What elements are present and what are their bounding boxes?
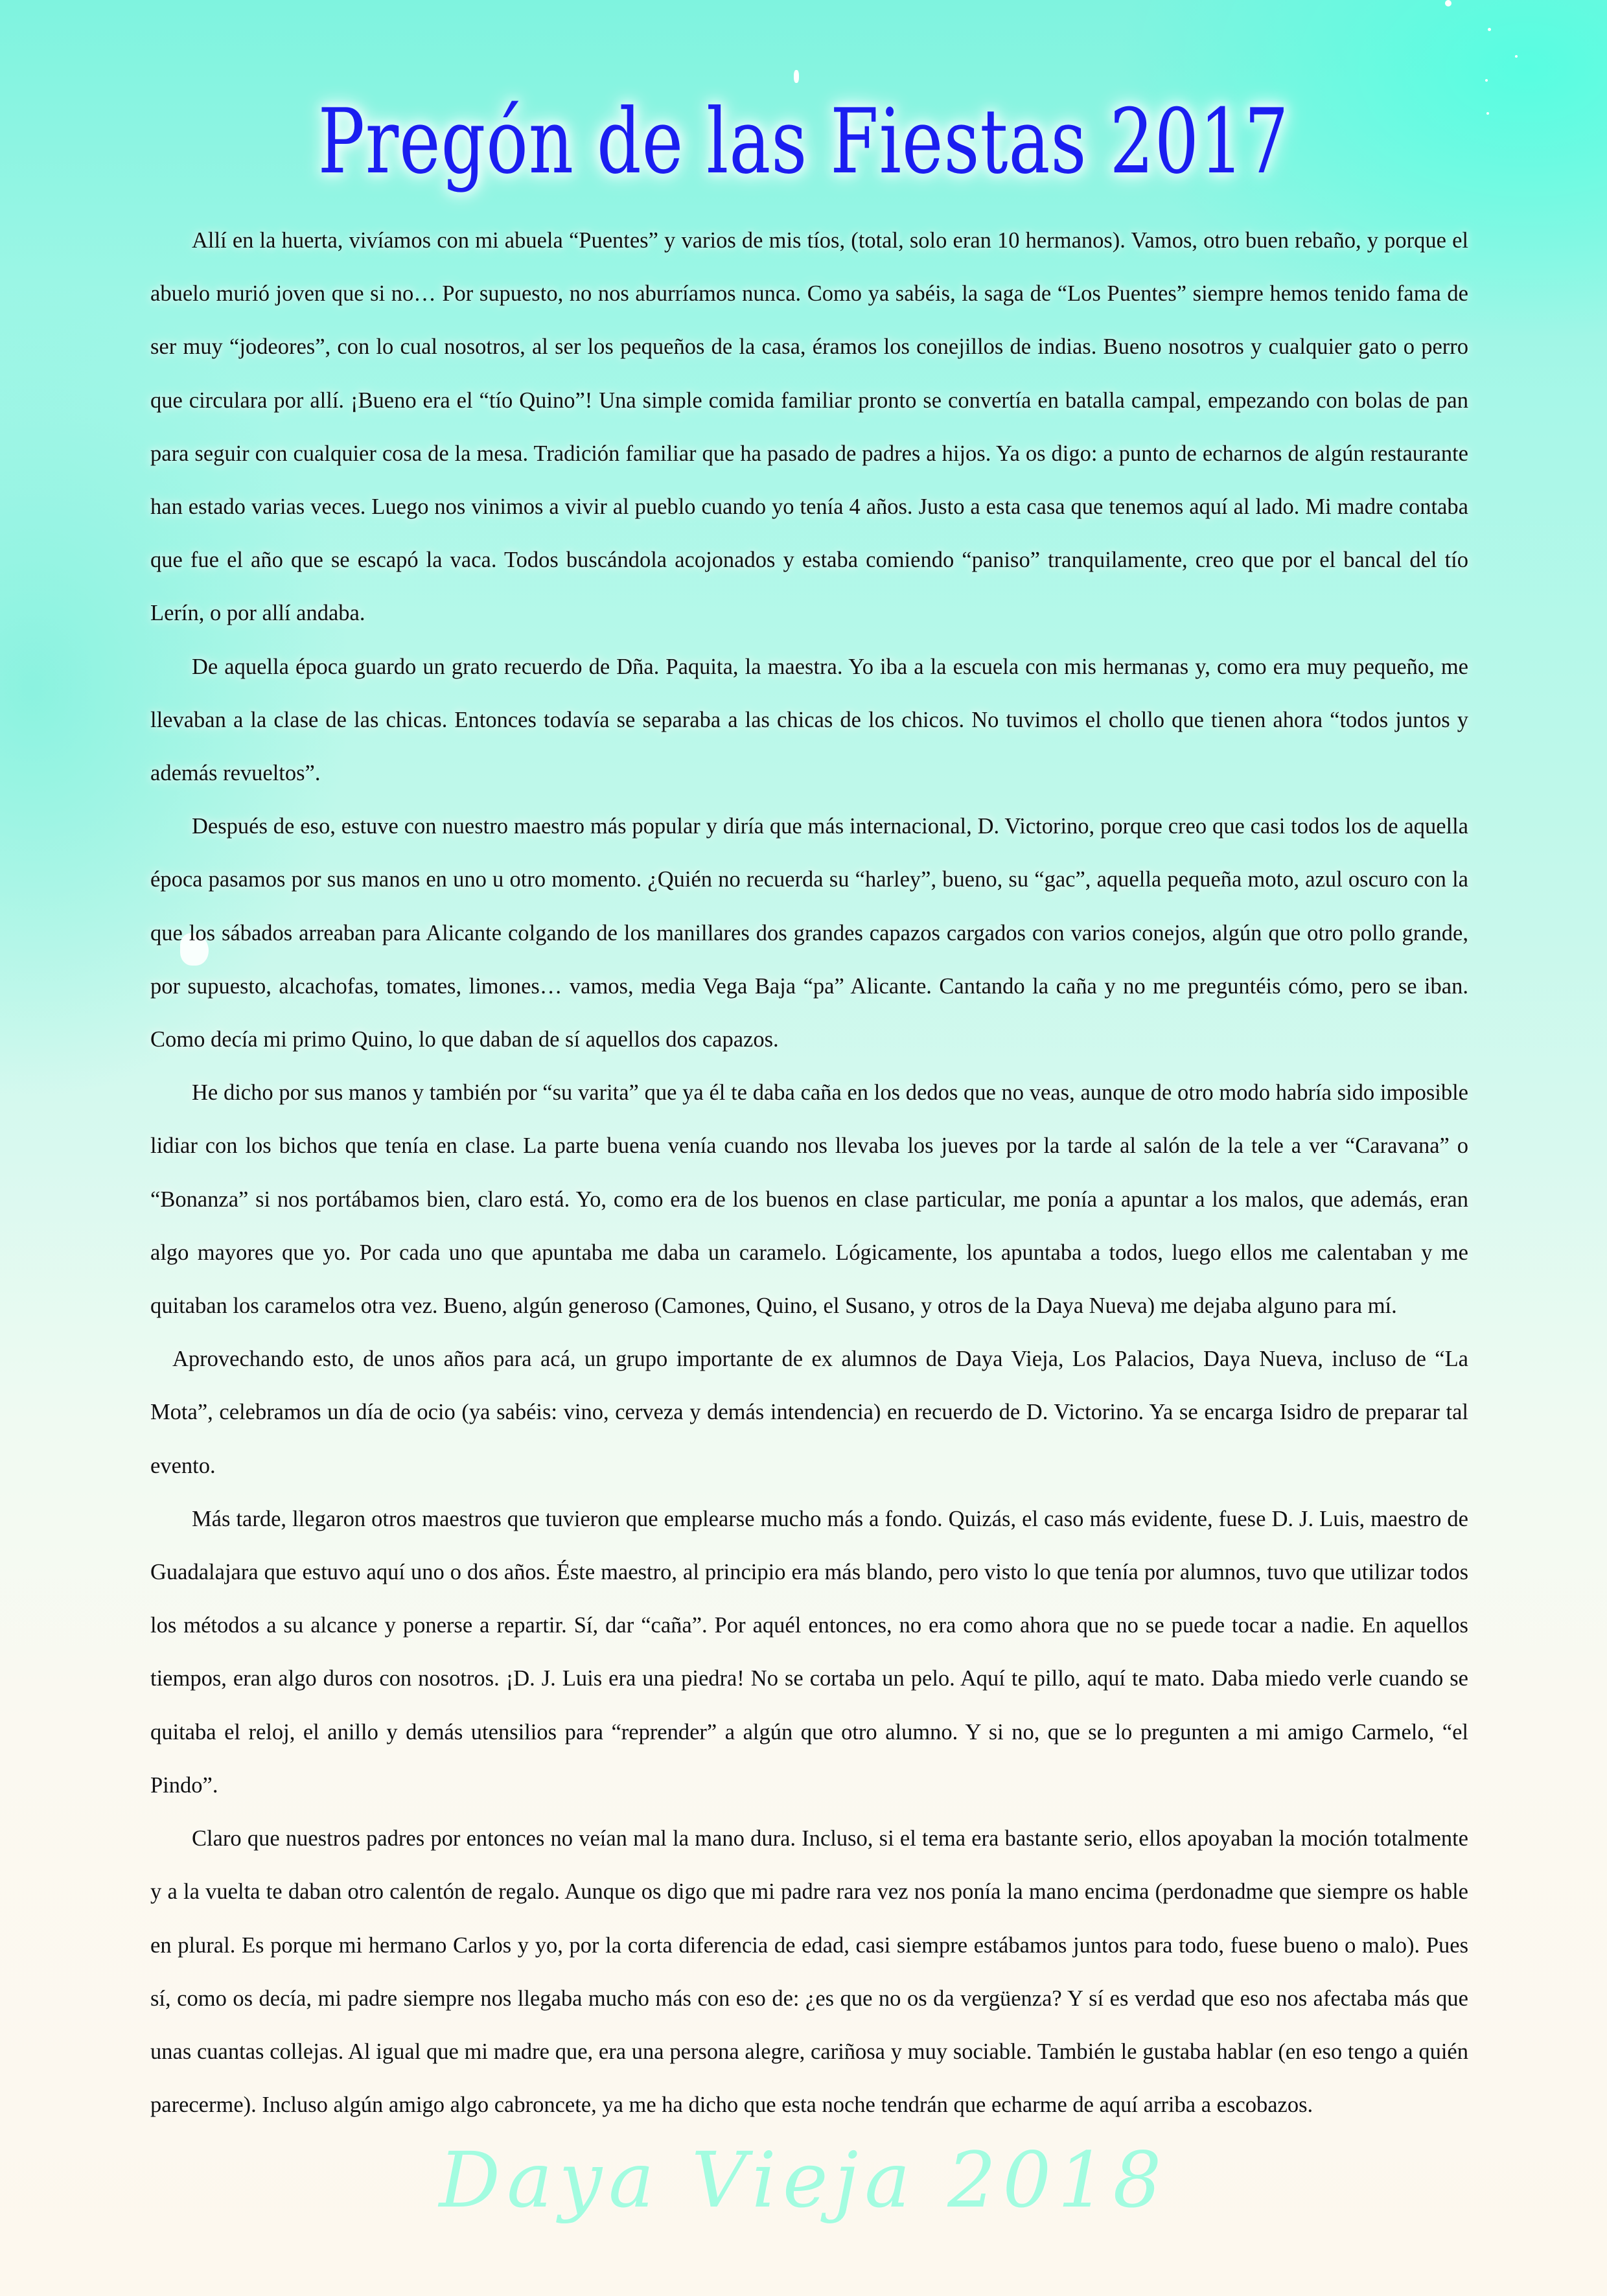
- background-speck: [794, 70, 799, 83]
- footer-signature: Daya Vieja 2018: [439, 2135, 1168, 2225]
- paragraph: Aprovechando esto, de unos años para acá, un grupo importante de ex alumnos de Daya Vieja, Los Palacios, Daya Nueva, incluso de “La Mota”, celebramos un día de ocio (ya sabéis: vino, cerveza y demás intendencia) en recuerdo de D. Victorino. Ya se encarga Isidro de preparar tal evento.: [150, 1347, 1468, 1478]
- background-speck: [1488, 28, 1491, 31]
- background-speck: [1515, 55, 1518, 58]
- paragraph: Allí en la huerta, vivíamos con mi abuela “Puentes” y varios de mis tíos, (total, solo eran 10 hermanos). Vamos, otro buen rebaño, y porque el abuelo murió joven que si no… Por supuesto, no nos aburríamos nunca. Como ya sabéis, la saga de “Los Puentes” siempre hemos tenido fama de ser muy “jodeores”, con lo cual nosotros, al ser los pequeños de la casa, éramos los conejillos de indias. Bueno nosotros y cualquier gato o perro que circulara por allí. ¡Bueno era el “tío Quino”! Una simple comida familiar pronto se convertía en batalla campal, empezando con bolas de pan para seguir con cualquier cosa de la mesa. Tradición familiar que ha pasado de padres a hijos. Ya os digo: a punto de echarnos de algún restaurante han estado varias veces. Luego nos vinimos a vivir al pueblo cuando yo tenía 4 años. Justo a esta casa que tenemos aquí al lado. Mi madre contaba que fue el año que se escapó la vaca. Todos buscándola acojonados y estaba comiendo “paniso” tranquilamente, creo que por el bancal del tío Lerín, o por allí andaba.: [150, 228, 1468, 626]
- paragraph: He dicho por sus manos y también por “su varita” que ya él te daba caña en los dedos que no veas, aunque de otro modo habría sido imposible lidiar con los bichos que tenía en clase. La parte buena venía cuando nos llevaba los jueves por la tarde al salón de la tele a ver “Caravana” o “Bonanza” si nos portábamos bien, claro está. Yo, como era de los buenos en clase particular, me ponía a apuntar a los malos, que además, eran algo mayores que yo. Por cada uno que apuntaba me daba un caramelo. Lógicamente, los apuntaba a todos, luego ellos me calentaban y me quitaban los caramelos otra vez. Bueno, algún generoso (Camones, Quino, el Susano, y otros de la Daya Nueva) me dejaba alguno para mí.: [150, 1080, 1468, 1319]
- paragraph: Más tarde, llegaron otros maestros que tuvieron que emplearse mucho más a fondo. Quizás, el caso más evidente, fuese D. J. Luis, maestro de Guadalajara que estuvo aquí uno o dos años. Éste maestro, al principio era más blando, pero visto lo que tenía por alumnos, tuvo que utilizar todos los métodos a su alcance y ponerse a repartir. Sí, dar “caña”. Por aquél entonces, no era como ahora que no se puede tocar a nadie. En aquellos tiempos, eran algo duros con nosotros. ¡D. J. Luis era una piedra! No se cortaba un pelo. Aquí te pillo, aquí te mato. Daba miedo verle cuando se quitaba el reloj, el anillo y demás utensilios para “reprender” a algún que otro alumno. Y si no, que se lo pregunten a mi amigo Carmelo, “el Pindo”.: [150, 1506, 1468, 1798]
- background-speck: [1486, 112, 1489, 115]
- paragraph: Después de eso, estuve con nuestro maestro más popular y diría que más internacional, D. Victorino, porque creo que casi todos los de aquella época pasamos por sus manos en uno u otro momento. ¿Quién no recuerda su “harley”, bueno, su “gac”, aquella pequeña moto, azul oscuro con la que los sábados arreaban para Alicante colgando de los manillares dos grandes capazos cargados con varios conejos, algún que otro pollo grande, por supuesto, alcachofas, tomates, limones… vamos, media Vega Baja “pa” Alicante. Cantando la caña y no me preguntéis cómo, pero se iban. Como decía mi primo Quino, lo que daban de sí aquellos dos capazos.: [150, 814, 1468, 1052]
- background-speck: [1485, 79, 1488, 82]
- paragraph: Claro que nuestros padres por entonces no veían mal la mano dura. Incluso, si el tema era bastante serio, ellos apoyaban la moción totalmente y a la vuelta te daban otro calentón de regalo. Aunque os digo que mi padre rara vez nos ponía la mano encima (perdonadme que siempre os hable en plural. Es porque mi hermano Carlos y yo, por la corta diferencia de edad, casi siempre estábamos juntos para todo, fuese bueno o malo). Pues sí, como os decía, mi padre siempre nos llegaba mucho más con eso de: ¿es que no os da vergüenza? Y sí es verdad que eso nos afectaba más que unas cuantas collejas. Al igual que mi madre que, era una persona alegre, cariñosa y muy sociable. También le gustaba hablar (en eso tengo a quién parecerme). Incluso algún amigo algo cabroncete, ya me ha dicho que esta noche tendrán que echarme de aquí arriba a escobazos.: [150, 1826, 1468, 2118]
- background-speck: [1445, 0, 1451, 6]
- paragraph: De aquella época guardo un grato recuerdo de Dña. Paquita, la maestra. Yo iba a la escuela con mis hermanas y, como era muy pequeño, me llevaban a la clase de las chicas. Entonces todavía se separaba a las chicas de los chicos. No tuvimos el chollo que tienen ahora “todos juntos y además revueltos”.: [150, 654, 1468, 786]
- page-title: Pregón de las Fiestas 2017: [318, 89, 1289, 194]
- article-body: [150, 214, 1468, 2131]
